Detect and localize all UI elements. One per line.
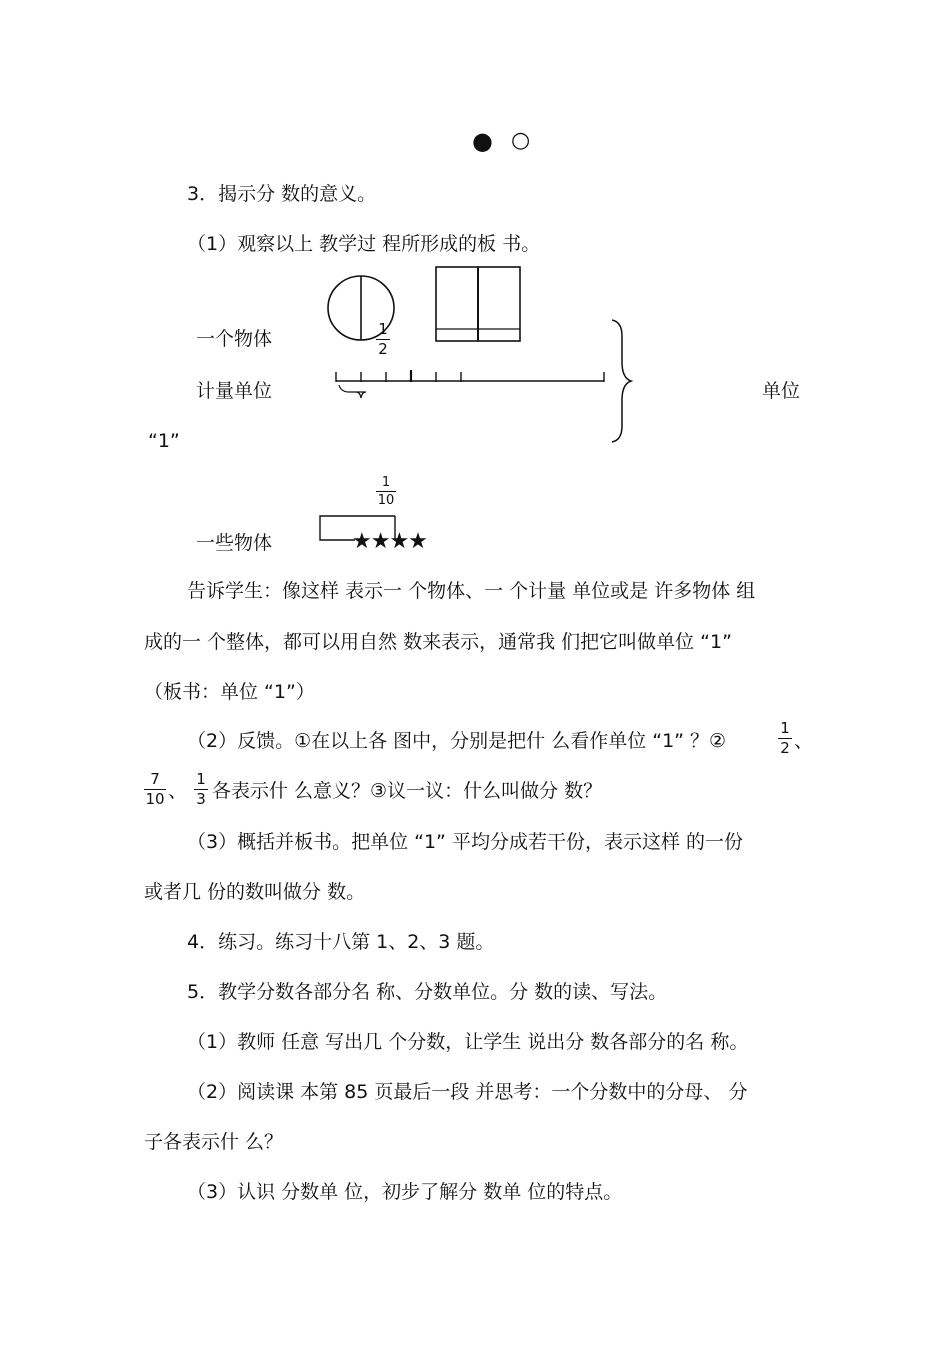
section-5-heading: 5．教学分数各部分名 称、分数单位。分 数的读、写法。 <box>187 981 668 1003</box>
label-one-object: 一个物体 <box>196 328 273 350</box>
feedback-separator-1: 、 <box>794 730 814 752</box>
feedback-line-1: （2）反馈。①在以上各 图中，分别是把什 么看作单位 “1” ？② <box>187 730 727 752</box>
section-4-text: 4．练习。练习十八第 1、2、3 题。 <box>187 931 495 953</box>
summary-line-2: 或者几 份的数叫做分 数。 <box>144 881 366 903</box>
board-diagram <box>0 0 950 600</box>
fraction-feedback-half: 1 2 <box>778 720 792 757</box>
section-3-1-text: （1）观察以上 教学过 程所形成的板 书。 <box>187 233 541 255</box>
small-brace <box>339 385 366 398</box>
section-3-heading: 3．揭示分 数的意义。 <box>187 183 377 205</box>
stars-group: ★★★★ <box>352 529 427 554</box>
header-open-circle: ○ <box>511 128 531 153</box>
fraction-seven-tenths: 7 10 <box>145 770 165 808</box>
summary-line-1: （3）概括并板书。把单位 “1” 平均分成若干份，表示这样 的一份 <box>187 831 743 853</box>
section-5-2-line-2: 子各表示什 么？ <box>144 1131 284 1153</box>
section-5-3-text: （3）认识 分数单 位，初步了解分 数单 位的特点。 <box>187 1181 623 1203</box>
label-unit-word: 单位 <box>762 380 801 402</box>
label-some-objects: 一些物体 <box>196 532 273 554</box>
label-measure-unit: 计量单位 <box>196 380 273 402</box>
label-unit-one: “1” <box>148 430 180 452</box>
big-brace <box>612 320 631 442</box>
fraction-one-half: 1 2 <box>376 321 390 358</box>
header-filled-circle: ● <box>472 127 493 155</box>
feedback-separator-2: 、 <box>168 780 188 802</box>
explain-line-2: 成的一 个整体，都可以用自然 数来表示，通常我 们把它叫做单位 “1” <box>144 631 732 653</box>
feedback-line-2: 各表示什 么意义？③议一议：什么叫做分 数？ <box>212 780 603 802</box>
section-5-2-line-1: （2）阅读课 本第 85 页最后一段 并思考：一个分数中的分母、 分 <box>187 1081 748 1103</box>
explain-line-1: 告诉学生：像这样 表示一 个物体、一 个计量 单位或是 许多物体 组 <box>187 580 756 602</box>
explain-line-3: （板书：单位 “1”） <box>144 681 315 703</box>
section-5-1-text: （1）教师 任意 写出几 个分数，让学生 说出分 数各部分的名 称。 <box>187 1031 749 1053</box>
fraction-one-tenth: 1 10 <box>377 475 395 508</box>
fraction-one-third: 1 3 <box>194 771 208 808</box>
